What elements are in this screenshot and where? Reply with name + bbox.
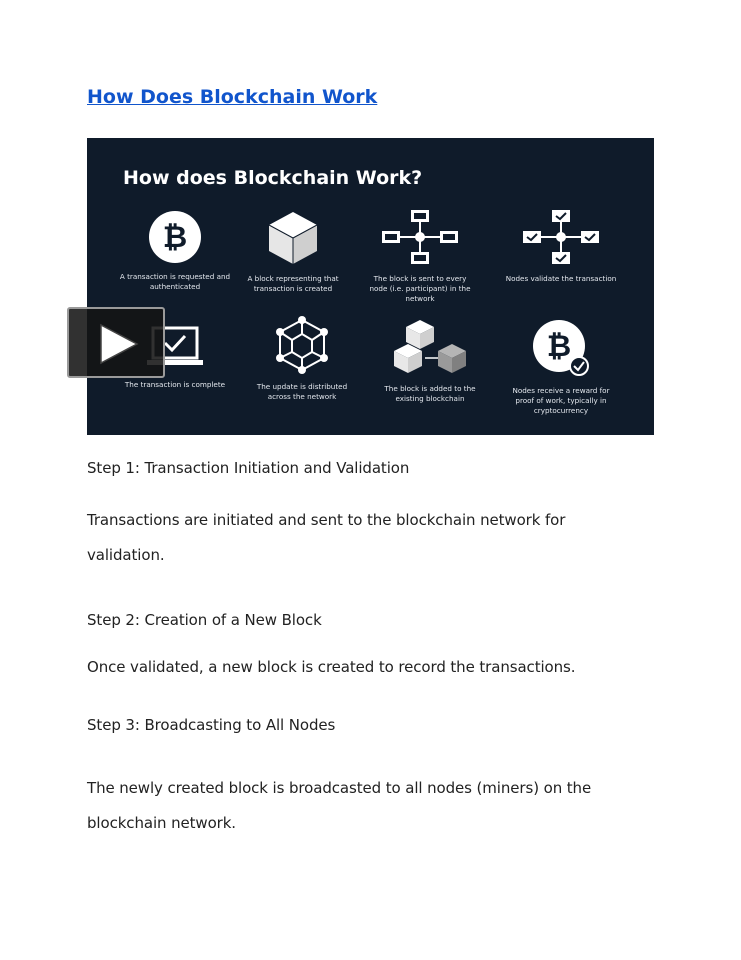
play-icon	[99, 323, 139, 365]
step-caption: Nodes receive a reward for proof of work, typically in cryptocurrency	[512, 386, 610, 415]
step-caption: A block representing that transaction is created	[247, 274, 339, 293]
network-nodes-icon	[380, 208, 460, 266]
step-1-heading: Step 1: Transaction Initiation and Validation	[87, 459, 410, 477]
infographic-heading: How does Blockchain Work?	[123, 167, 423, 189]
blockchain-infographic	[87, 138, 654, 435]
step-caption: The update is distributed across the network	[256, 382, 348, 401]
step-caption: The block is added to the existing blockchain	[384, 384, 476, 403]
svg-text:₿: ₿	[162, 220, 188, 255]
step-3-paragraph: The newly created block is broadcasted to all nodes (miners) on the blockchain network.	[87, 779, 592, 832]
step-card-transaction-requested	[115, 210, 235, 292]
step-caption: The block is sent to every node (i.e. participant) in the network	[369, 274, 471, 303]
step-2-heading: Step 2: Creation of a New Block	[87, 611, 322, 629]
step-caption: A transaction is requested and authenticated	[119, 272, 231, 291]
step-1-paragraph: Transactions are initiated and sent to the blockchain network for validation.	[87, 511, 566, 564]
validated-nodes-icon	[521, 208, 601, 266]
bitcoin-reward-icon	[531, 318, 591, 378]
step-card-block-added	[370, 318, 490, 404]
step-2-paragraph: Once validated, a new block is created to record the transactions.	[87, 658, 576, 676]
step-card-nodes-validate	[501, 208, 621, 284]
title-link[interactable]: How Does Blockchain Work	[87, 86, 378, 108]
video-play-button[interactable]	[67, 307, 165, 378]
step-caption: Nodes validate the transaction	[505, 274, 617, 283]
step-3-heading: Step 3: Broadcasting to All Nodes	[87, 716, 336, 734]
blocks-chain-icon	[390, 318, 470, 376]
step-card-block-sent	[360, 208, 480, 304]
svg-text:₿: ₿	[546, 329, 572, 364]
bitcoin-icon	[148, 210, 202, 264]
step-card-update-distributed	[242, 316, 362, 402]
step-card-node-reward	[501, 318, 621, 416]
step-card-block-created	[233, 210, 353, 294]
cube-icon	[266, 210, 320, 266]
distributed-network-icon	[273, 316, 331, 374]
step-caption: The transaction is complete	[124, 380, 226, 389]
